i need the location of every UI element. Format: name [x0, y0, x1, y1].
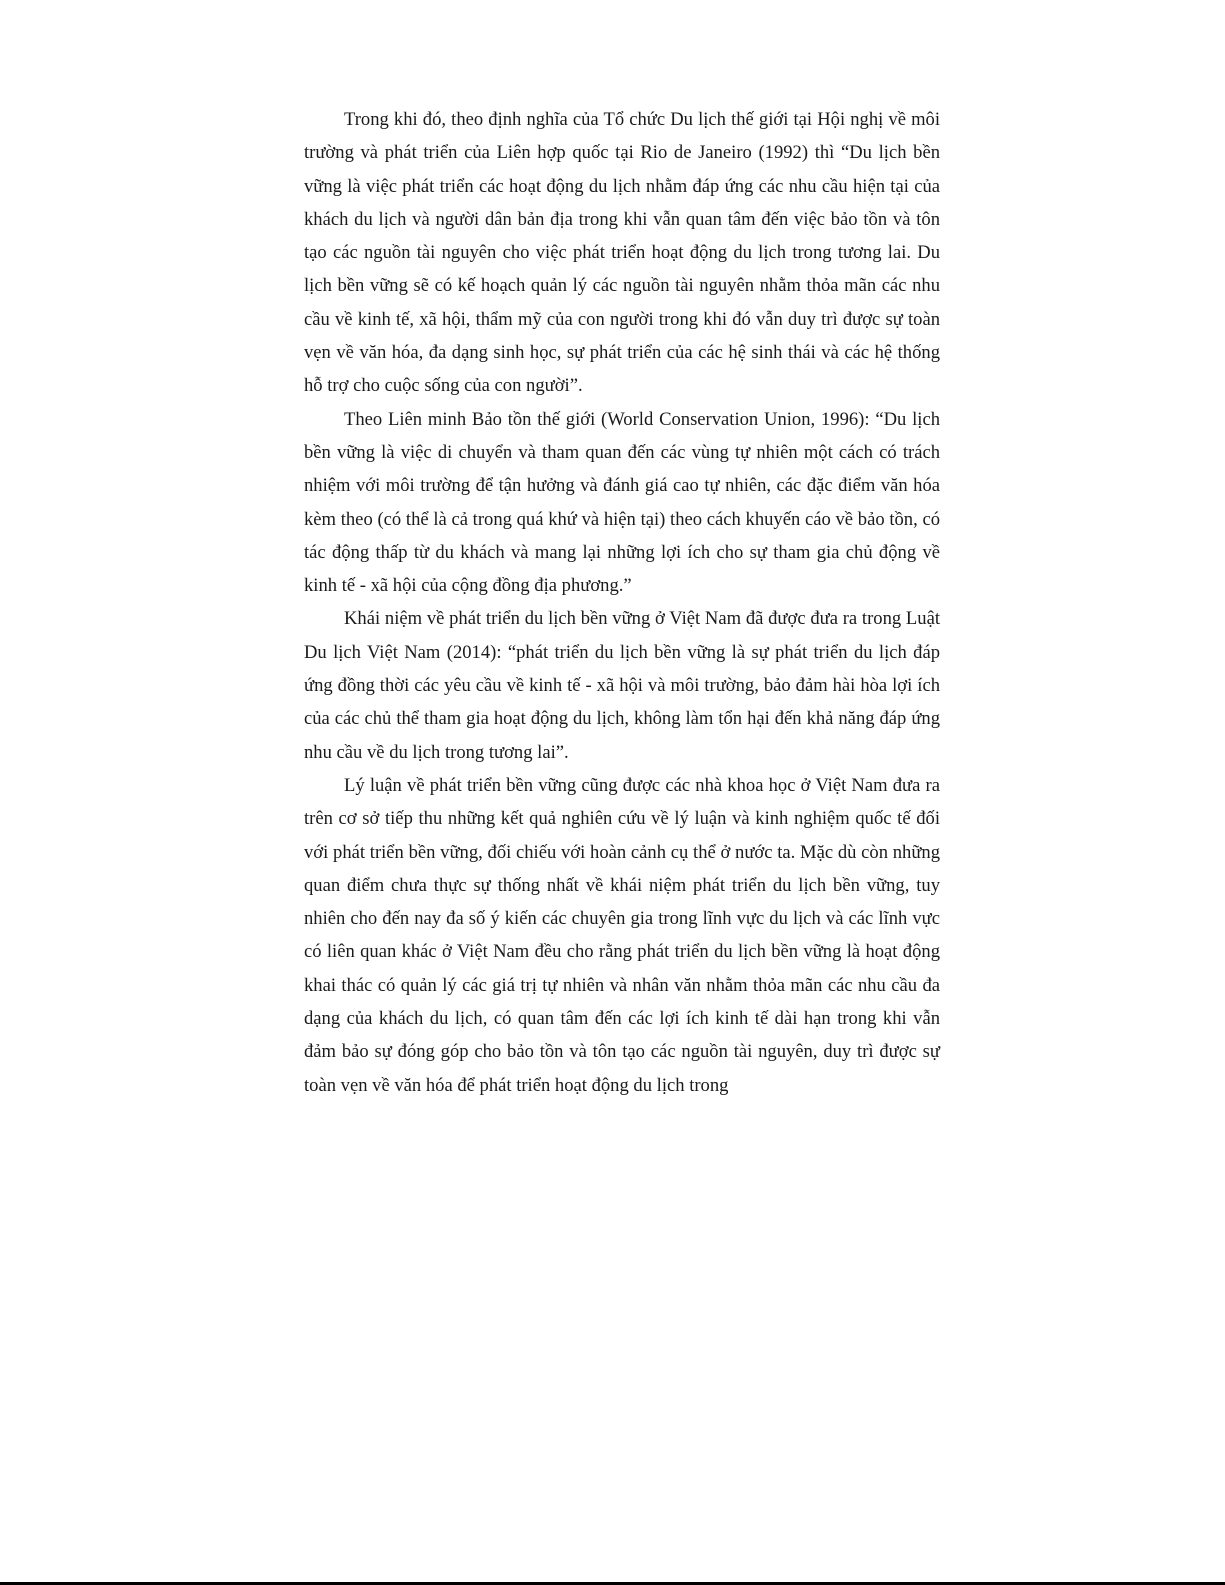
paragraph-4: Lý luận về phát triển bền vững cũng được các nhà khoa học ở Việt Nam đưa ra trên cơ sở tiếp thu những kết quả nghiên cứu về lý luận và kinh nghiệm quốc tế đối với phát triển bền vững, đối chiếu với hoàn cảnh cụ thể ở nước ta. Mặc dù còn những quan điểm chưa thực sự thống nhất về khái niệm phát triển du lịch bền vững, tuy nhiên cho đến nay đa số ý kiến các chuyên gia trong lĩnh vực du lịch và các lĩnh vực có liên quan khác ở Việt Nam đều cho rằng phát triển du lịch bền vững là hoạt động khai thác có quản lý các giá trị tự nhiên và nhân văn nhằm thỏa mãn các nhu cầu đa dạng của khách du lịch, có quan tâm đến các lợi ích kinh tế dài hạn trong khi vẫn đảm bảo sự đóng góp cho bảo tồn và tôn tạo các nguồn tài nguyên, duy trì được sự toàn vẹn về văn hóa để phát triển hoạt động du lịch trong [304, 774, 940, 1096]
paragraph-2: Theo Liên minh Bảo tồn thế giới (World Conservation Union, 1996): “Du lịch bền vững là việc di chuyển và tham quan đến các vùng tự nhiên một cách có trách nhiệm với môi trường để tận hưởng và đánh giá cao tự nhiên, các đặc điểm văn hóa kèm theo (có thể là cả trong quá khứ và hiện tại) theo cách khuyến cáo về bảo tồn, có tác động thấp từ du khách và mang lại những lợi ích cho sự tham gia chủ động về kinh tế - xã hội của cộng đồng địa phương.” [304, 408, 940, 597]
paragraph-1: Trong khi đó, theo định nghĩa của Tổ chức Du lịch thế giới tại Hội nghị về môi trường và phát triển của Liên hợp quốc tại Rio de Janeiro (1992) thì “Du lịch bền vững là việc phát triển các hoạt động du lịch nhằm đáp ứng các nhu cầu hiện tại của khách du lịch và người dân bản địa trong khi vẫn quan tâm đến việc bảo tồn và tôn tạo các nguồn tài nguyên cho việc phát triển hoạt động du lịch trong tương lai. Du lịch bền vững sẽ có kế hoạch quản lý các nguồn tài nguyên nhằm thỏa mãn các nhu cầu về kinh tế, xã hội, thẩm mỹ của con người trong khi đó vẫn duy trì được sự toàn vẹn về văn hóa, đa dạng sinh học, sự phát triển của các hệ sinh thái và các hệ thống hỗ trợ cho cuộc sống của con người”. [304, 109, 940, 397]
body-text [304, 103, 940, 1102]
paragraph-3: Khái niệm về phát triển du lịch bền vững ở Việt Nam đã được đưa ra trong Luật Du lịch Việt Nam (2014): “phát triển du lịch bền vững là sự phát triển du lịch đáp ứng đồng thời các yêu cầu về kinh tế - xã hội và môi trường, bảo đảm hài hòa lợi ích của các chủ thể tham gia hoạt động du lịch, không làm tổn hại đến khả năng đáp ứng nhu cầu về du lịch trong tương lai”. [304, 608, 940, 763]
